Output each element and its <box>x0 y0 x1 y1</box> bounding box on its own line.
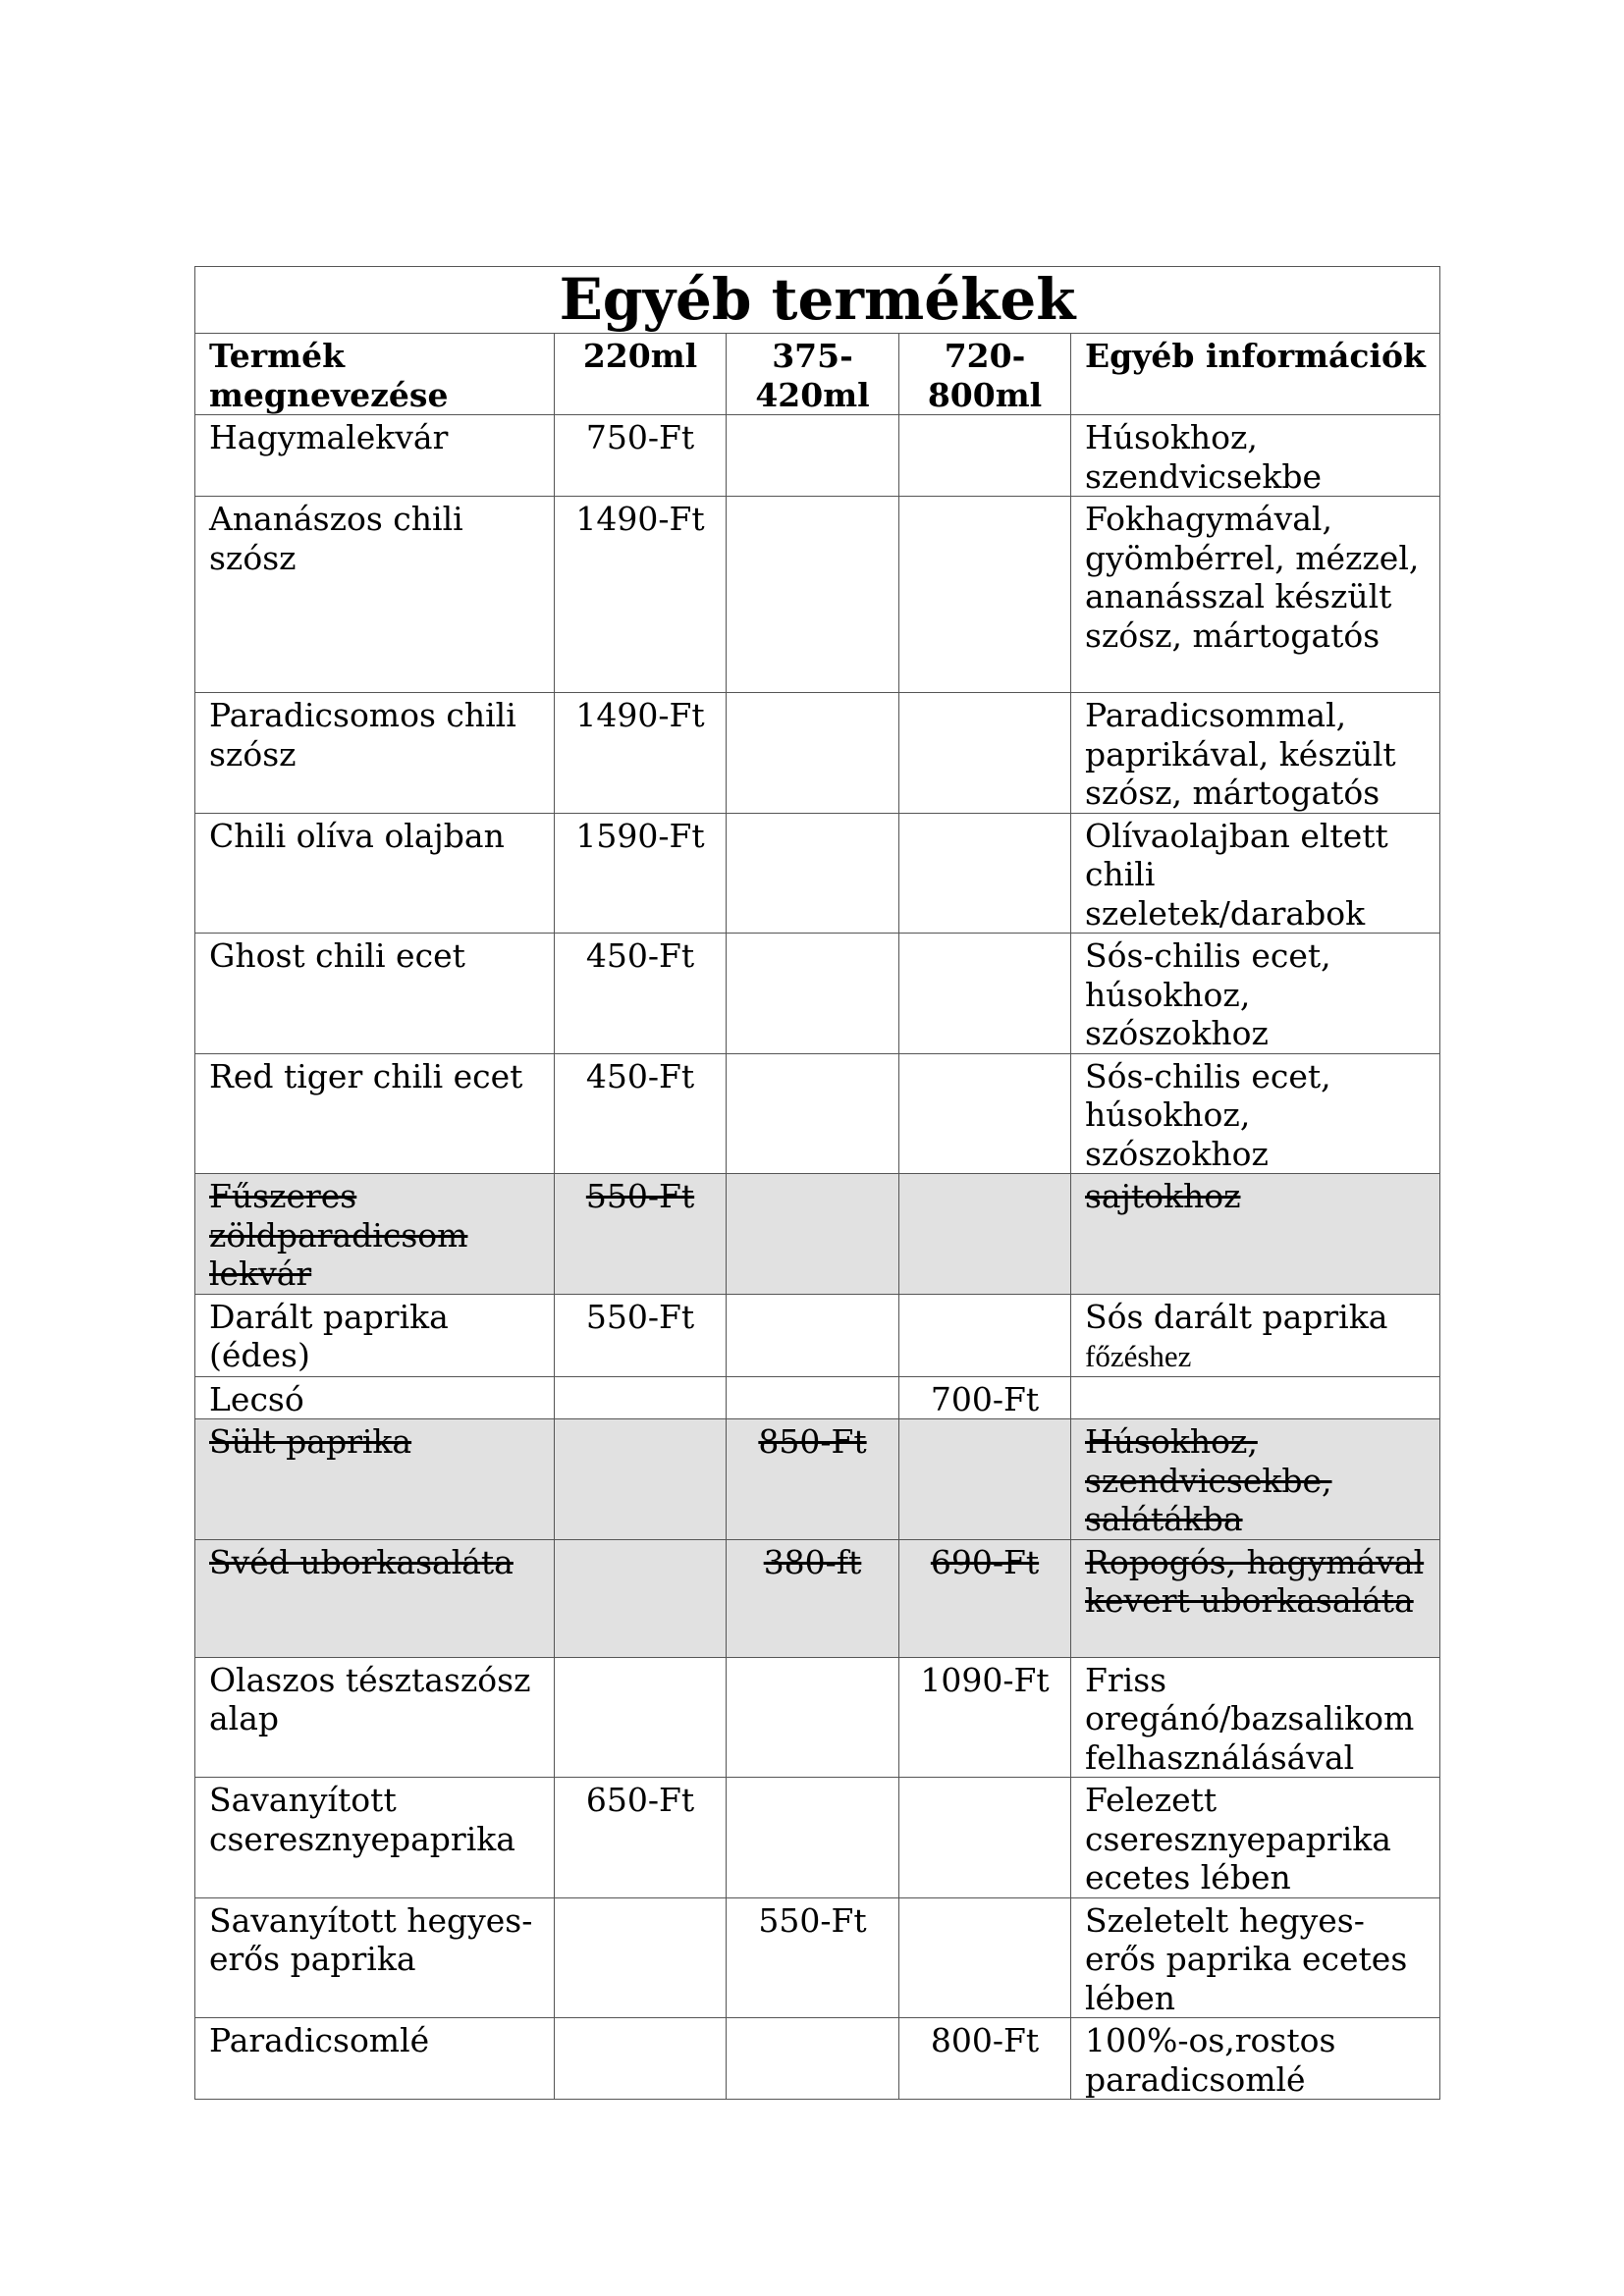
title-row <box>195 267 1440 334</box>
product-info: Paradicsommal, paprikával, készült szósz, mártogatós <box>1071 693 1440 814</box>
header-375-420ml: 375-420ml <box>727 334 899 415</box>
header-other-info: Egyéb információk <box>1071 334 1440 415</box>
product-info: Felezett cseresznyepaprika ecetes lében <box>1071 1778 1440 1898</box>
table-row <box>195 1376 1440 1419</box>
product-name: Red tiger chili ecet <box>195 1053 555 1174</box>
product-name: Fűszeres zöldparadicsom lekvár <box>195 1174 555 1295</box>
header-row <box>195 334 1440 415</box>
price-375-420ml: 380-ft <box>727 1539 899 1657</box>
product-info: Húsokhoz, szendvicsekbe, salátákba <box>1071 1419 1440 1540</box>
product-info: Szeletelt hegyes-erős paprika ecetes lében <box>1071 1897 1440 2018</box>
price-720-800ml <box>899 1778 1071 1898</box>
table-row <box>195 415 1440 497</box>
product-name: Paradicsomos chili szósz <box>195 693 555 814</box>
product-name: Svéd uborkasaláta <box>195 1539 555 1657</box>
header-220ml: 220ml <box>555 334 727 415</box>
product-info: Ropogós, hagymával kevert uborkasaláta <box>1071 1539 1440 1657</box>
price-375-420ml <box>727 813 899 934</box>
product-name: Ananászos chili szósz <box>195 497 555 693</box>
price-720-800ml: 1090-Ft <box>899 1657 1071 1778</box>
product-name: Lecsó <box>195 1376 555 1419</box>
price-220ml: 550-Ft <box>555 1174 727 1295</box>
price-720-800ml <box>899 1419 1071 1540</box>
price-720-800ml: 690-Ft <box>899 1539 1071 1657</box>
product-info: Fokhagymával, gyömbérrel, mézzel, ananásszal készült szósz, mártogatós <box>1071 497 1440 693</box>
price-720-800ml <box>899 1053 1071 1174</box>
price-220ml <box>555 1376 727 1419</box>
price-375-420ml <box>727 2018 899 2100</box>
price-375-420ml <box>727 1294 899 1376</box>
product-info: Húsokhoz, szendvicsekbe <box>1071 415 1440 497</box>
price-220ml: 450-Ft <box>555 934 727 1054</box>
product-name: Savanyított cseresznyepaprika <box>195 1778 555 1898</box>
product-name: Ghost chili ecet <box>195 934 555 1054</box>
table-row-discontinued <box>195 1174 1440 1295</box>
price-220ml <box>555 1419 727 1540</box>
product-name: Sült paprika <box>195 1419 555 1540</box>
price-220ml: 1490-Ft <box>555 693 727 814</box>
product-name: Darált paprika (édes) <box>195 1294 555 1376</box>
table-title: Egyéb termékek <box>195 267 1440 334</box>
table-row-discontinued <box>195 1539 1440 1657</box>
price-375-420ml: 850-Ft <box>727 1419 899 1540</box>
price-220ml <box>555 1657 727 1778</box>
product-info: sajtokhoz <box>1071 1174 1440 1295</box>
price-720-800ml <box>899 1897 1071 2018</box>
product-info <box>1071 1294 1440 1376</box>
price-220ml: 750-Ft <box>555 415 727 497</box>
price-375-420ml: 550-Ft <box>727 1897 899 2018</box>
product-name: Chili olíva olajban <box>195 813 555 934</box>
price-720-800ml <box>899 693 1071 814</box>
product-info: Sós-chilis ecet, húsokhoz, szószokhoz <box>1071 1053 1440 1174</box>
table-row <box>195 934 1440 1054</box>
product-info-text-suffix: főzéshez <box>1085 1339 1192 1373</box>
table-row <box>195 1294 1440 1376</box>
price-720-800ml: 800-Ft <box>899 2018 1071 2100</box>
price-720-800ml <box>899 1174 1071 1295</box>
product-name: Olaszos tésztaszósz alap <box>195 1657 555 1778</box>
price-375-420ml <box>727 1376 899 1419</box>
price-375-420ml <box>727 1174 899 1295</box>
price-220ml <box>555 1897 727 2018</box>
table-row <box>195 693 1440 814</box>
header-product-name: Termék megnevezése <box>195 334 555 415</box>
price-720-800ml <box>899 497 1071 693</box>
product-name: Hagymalekvár <box>195 415 555 497</box>
product-info: 100%-os,rostos paradicsomlé <box>1071 2018 1440 2100</box>
product-info: Olívaolajban eltett chili szeletek/darabok <box>1071 813 1440 934</box>
table-row <box>195 497 1440 693</box>
price-375-420ml <box>727 415 899 497</box>
table-row <box>195 813 1440 934</box>
table-row <box>195 1053 1440 1174</box>
table-row-discontinued <box>195 1419 1440 1540</box>
product-info: Friss oregánó/bazsalikom felhasználásával <box>1071 1657 1440 1778</box>
price-720-800ml <box>899 1294 1071 1376</box>
product-price-table <box>194 266 1440 2100</box>
product-name: Savanyított hegyes-erős paprika <box>195 1897 555 2018</box>
price-375-420ml <box>727 934 899 1054</box>
price-220ml: 550-Ft <box>555 1294 727 1376</box>
product-name: Paradicsomlé <box>195 2018 555 2100</box>
price-720-800ml <box>899 813 1071 934</box>
product-info: Sós-chilis ecet, húsokhoz, szószokhoz <box>1071 934 1440 1054</box>
header-720-800ml: 720-800ml <box>899 334 1071 415</box>
product-info-text: Sós darált paprika <box>1085 1297 1388 1336</box>
price-220ml: 650-Ft <box>555 1778 727 1898</box>
price-220ml: 1590-Ft <box>555 813 727 934</box>
price-220ml: 1490-Ft <box>555 497 727 693</box>
table-row <box>195 1778 1440 1898</box>
price-375-420ml <box>727 1657 899 1778</box>
price-720-800ml <box>899 415 1071 497</box>
table-row <box>195 1657 1440 1778</box>
price-720-800ml <box>899 934 1071 1054</box>
price-220ml: 450-Ft <box>555 1053 727 1174</box>
product-info <box>1071 1376 1440 1419</box>
price-220ml <box>555 2018 727 2100</box>
price-375-420ml <box>727 1778 899 1898</box>
price-720-800ml: 700-Ft <box>899 1376 1071 1419</box>
price-375-420ml <box>727 1053 899 1174</box>
price-375-420ml <box>727 693 899 814</box>
table-row <box>195 2018 1440 2100</box>
table-row <box>195 1897 1440 2018</box>
price-375-420ml <box>727 497 899 693</box>
price-220ml <box>555 1539 727 1657</box>
